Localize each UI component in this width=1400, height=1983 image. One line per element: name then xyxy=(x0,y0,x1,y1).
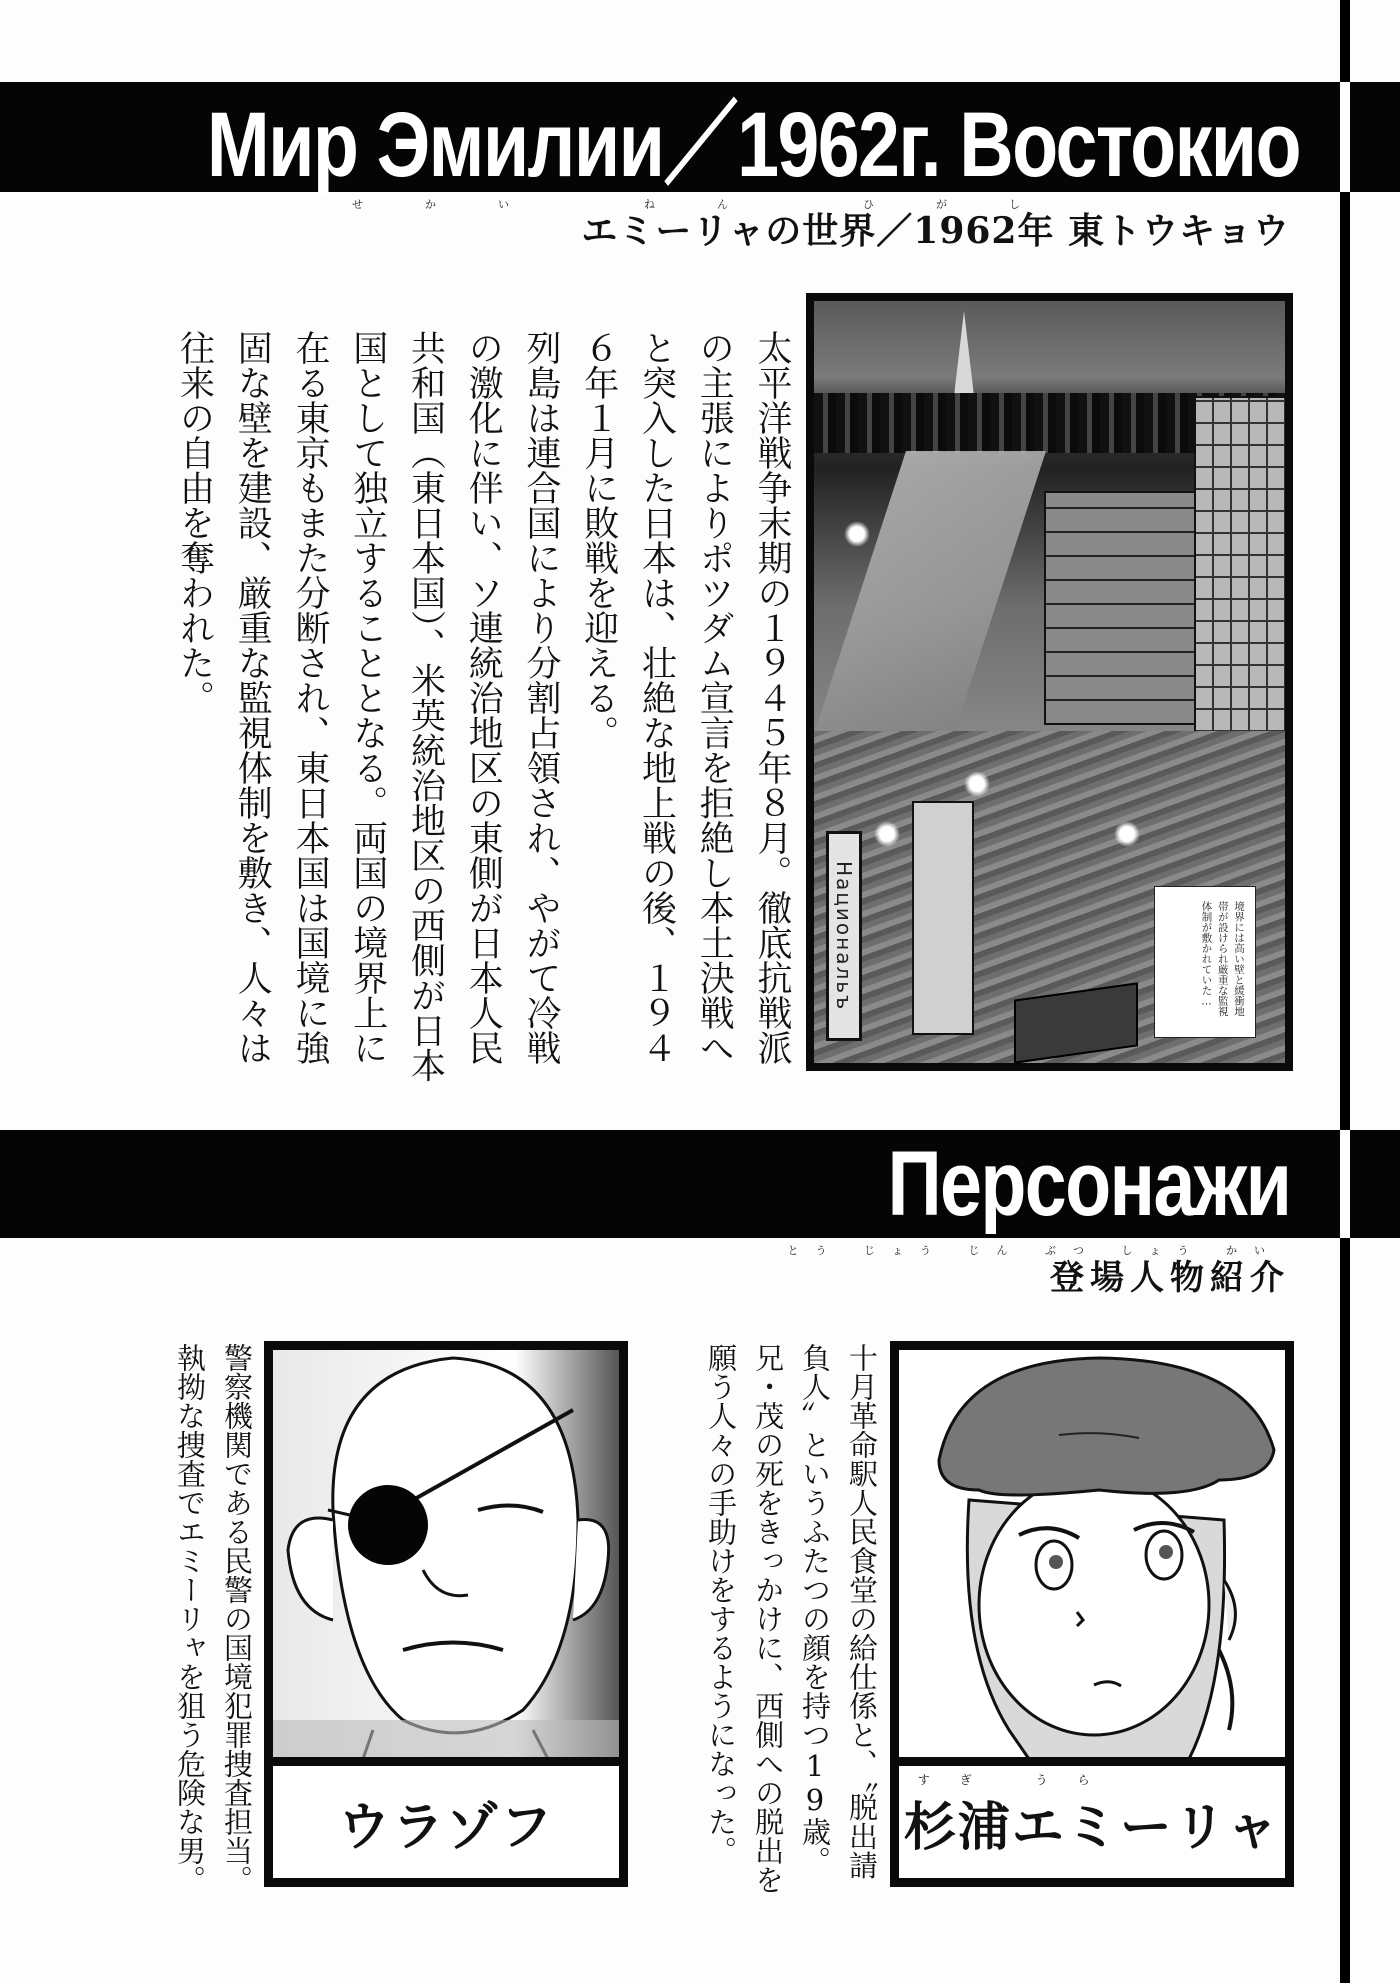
intro-paragraph-2: 列島は連合国により分割占領され、やがて冷戦の激化に伴い、ソ連統治地区の東側が日本人民共和国（東日本国）、米英統治地区の西側が日本国として独立することとなる。両国の境界上に在る東京もまた分断され、東日本国は国境に強固な壁を建設、厳重な監視体制を敷き、人々は往来の自由を奪われた。 xyxy=(174,330,561,1083)
world-section-title: Мир Эмилии／1962г. Востокио xyxy=(207,94,1300,196)
world-intro-text xyxy=(165,295,800,1085)
street-lamp-icon xyxy=(844,521,870,547)
emilia-name-ruby: すぎ うら xyxy=(917,1772,1120,1787)
header-notch xyxy=(1340,82,1350,192)
character-card-urazov xyxy=(264,1341,628,1887)
urazov-face-illustration xyxy=(273,1350,619,1759)
emilia-face-illustration xyxy=(899,1350,1285,1759)
character-card-emilia xyxy=(890,1341,1294,1887)
emilia-description: 十月革命駅人民食堂の給仕係と、〝脱出請負人〟というふたつの顔を持つ19歳。兄・茂の死をきっかけに、西側への脱出を願う人々の手助けをするようになった。 xyxy=(704,1343,879,1894)
guard-tower xyxy=(912,801,974,1035)
intro-paragraph-1: 太平洋戦争末期の１９４５年８月。徹底抗戦派の主張によりポツダム宣言を拒絶し本土決戦へと突入した日本は、壮絶な地上戦の後、１９４６年１月に敗戦を迎える。 xyxy=(578,330,792,1065)
street-lamp-icon xyxy=(874,821,900,847)
east-tokyo-illustration xyxy=(806,293,1293,1071)
emilia-name xyxy=(903,1772,1281,1860)
street-lamp-icon xyxy=(964,771,990,797)
characters-section-header-band xyxy=(0,1130,1400,1238)
characters-section-title: Персонажи xyxy=(887,1132,1290,1235)
urazov-nameplate xyxy=(273,1757,619,1878)
emilia-name-text: 杉浦エミーリャ xyxy=(903,1796,1281,1858)
illustration-caption: 境界には高い壁と緩衝地帯が設けられ厳重な監視体制が敷かれていた… xyxy=(1154,886,1256,1038)
world-section-header-band xyxy=(0,82,1400,196)
world-section-subtitle: エミーリャの世界／1962年 東トウキョウ xyxy=(581,210,1290,252)
characters-section-subtitle: 登場人物紹介 xyxy=(1050,1258,1290,1298)
building xyxy=(1044,491,1198,725)
urazov-portrait xyxy=(273,1350,619,1759)
urazov-name: ウラゾフ xyxy=(337,1796,554,1858)
tower-silhouette xyxy=(954,311,974,396)
characters-subtitle-ruby: とう じょう じん ぶつ しょう かい xyxy=(787,1244,1282,1257)
street xyxy=(806,451,1046,771)
emilia-nameplate xyxy=(899,1757,1285,1878)
page-edge-rule xyxy=(1340,0,1350,1983)
street-lamp-icon xyxy=(1114,821,1140,847)
emilia-portrait xyxy=(899,1350,1285,1759)
urazov-description: 警察機関である民警の国境犯罪捜査担当。執拗な捜査でエミーリャを狙う危険な男。 xyxy=(173,1343,254,1894)
world-subtitle-ruby: せかい ねん ひがし xyxy=(352,198,1082,211)
hotel-sign: Национальъ xyxy=(826,831,862,1041)
header-notch xyxy=(1340,1130,1350,1238)
